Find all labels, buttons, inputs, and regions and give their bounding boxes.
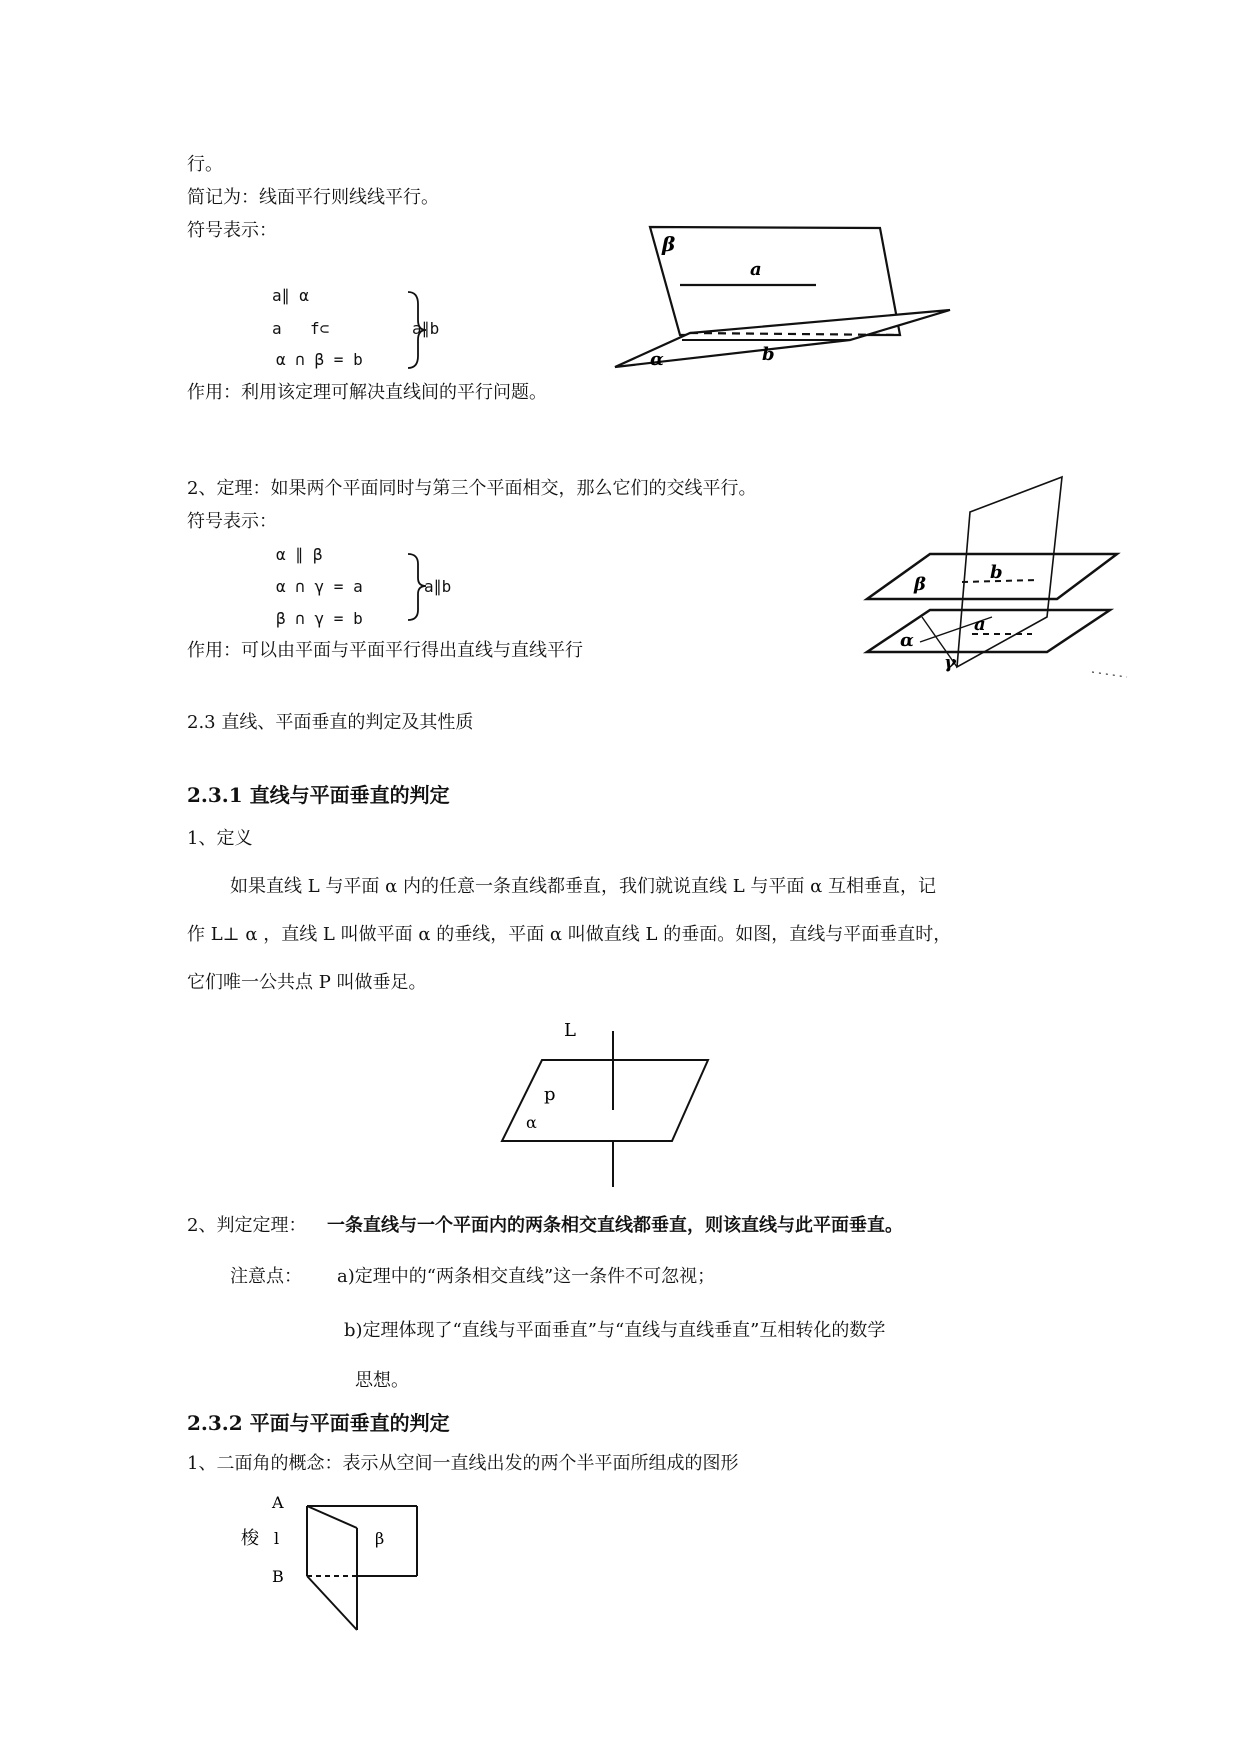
text-line: 符号表示： bbox=[187, 220, 277, 241]
note-label: 注意点： bbox=[230, 1266, 302, 1287]
symbol-line: a∥ α bbox=[272, 286, 309, 305]
figure-dihedral-angle bbox=[235, 1488, 435, 1638]
section-heading: 2.3.2 平面与平面垂直的判定 bbox=[187, 1411, 450, 1435]
label-a: a bbox=[750, 259, 762, 280]
text-line: 简记为：线面平行则线线平行。 bbox=[187, 187, 439, 208]
symbol-line: α ∩ β = b bbox=[276, 350, 363, 369]
theorem-text: 一条直线与一个平面内的两条相交直线都垂直，则该直线与此平面垂直。 bbox=[327, 1215, 903, 1236]
symbol-line: α ∥ β bbox=[276, 545, 323, 564]
label-alpha: α bbox=[650, 349, 664, 370]
label-b: b bbox=[762, 344, 775, 365]
symbol-line: β ∩ γ = b bbox=[276, 609, 363, 628]
text-line: 1、定义 bbox=[187, 828, 253, 849]
symbol-line: f⊂ bbox=[310, 319, 330, 338]
label-alpha: α bbox=[900, 630, 914, 651]
symbol-result: a∥b bbox=[424, 577, 452, 596]
label-b: b bbox=[990, 562, 1003, 583]
text-line: 作用：可以由平面与平面平行得出直线与直线平行 bbox=[187, 640, 583, 661]
symbol-result: a∥b bbox=[412, 319, 440, 338]
text-line: 行。 bbox=[187, 154, 223, 175]
paragraph-line: 作 L⊥ α ，直线 L 叫做平面 α 的垂线，平面 α 叫做直线 L 的垂面。如图，直线与平面垂直时， bbox=[187, 924, 952, 945]
label-beta: β bbox=[375, 1529, 385, 1548]
label-B: B bbox=[272, 1567, 284, 1586]
label-beta: β bbox=[914, 574, 926, 595]
label-L: L bbox=[564, 1020, 576, 1041]
figure-line-plane-parallel bbox=[610, 225, 950, 375]
note-item: 思想。 bbox=[355, 1370, 409, 1391]
label-edge-l: l bbox=[274, 1529, 280, 1548]
paragraph-line: 它们唯一公共点 P 叫做垂足。 bbox=[187, 972, 427, 993]
text-line: 符号表示： bbox=[187, 511, 277, 532]
label-edge-word: 梭 bbox=[241, 1528, 259, 1549]
symbol-line: a bbox=[272, 319, 282, 338]
label-a: a bbox=[974, 614, 986, 635]
theorem-label: 2、判定定理： bbox=[187, 1215, 307, 1236]
paragraph-line: 1、二面角的概念：表示从空间一直线出发的两个半平面所组成的图形 bbox=[187, 1453, 739, 1474]
text-line: 作用：利用该定理可解决直线间的平行问题。 bbox=[187, 382, 547, 403]
figure-planes-intersection bbox=[862, 472, 1132, 697]
note-item: b)定理体现了“直线与平面垂直”与“直线与直线垂直”互相转化的数学 bbox=[344, 1320, 886, 1341]
label-p: p bbox=[544, 1084, 556, 1105]
theorem-line: 2、定理：如果两个平面同时与第三个平面相交，那么它们的交线平行。 bbox=[187, 478, 757, 499]
label-beta: β bbox=[662, 232, 676, 256]
paragraph-line: 如果直线 L 与平面 α 内的任意一条直线都垂直，我们就说直线 L 与平面 α 互相垂直，记 bbox=[230, 876, 936, 897]
note-item: a)定理中的“两条相交直线”这一条件不可忽视； bbox=[337, 1266, 716, 1287]
label-alpha: α bbox=[526, 1113, 537, 1132]
section-title: 2.3 直线、平面垂直的判定及其性质 bbox=[187, 712, 474, 733]
figure-line-perpendicular-plane bbox=[500, 1015, 720, 1195]
section-heading: 2.3.1 直线与平面垂直的判定 bbox=[187, 783, 450, 807]
symbol-line: α ∩ γ = a bbox=[276, 577, 363, 596]
label-A: A bbox=[272, 1493, 284, 1512]
label-gamma: γ bbox=[944, 652, 956, 673]
